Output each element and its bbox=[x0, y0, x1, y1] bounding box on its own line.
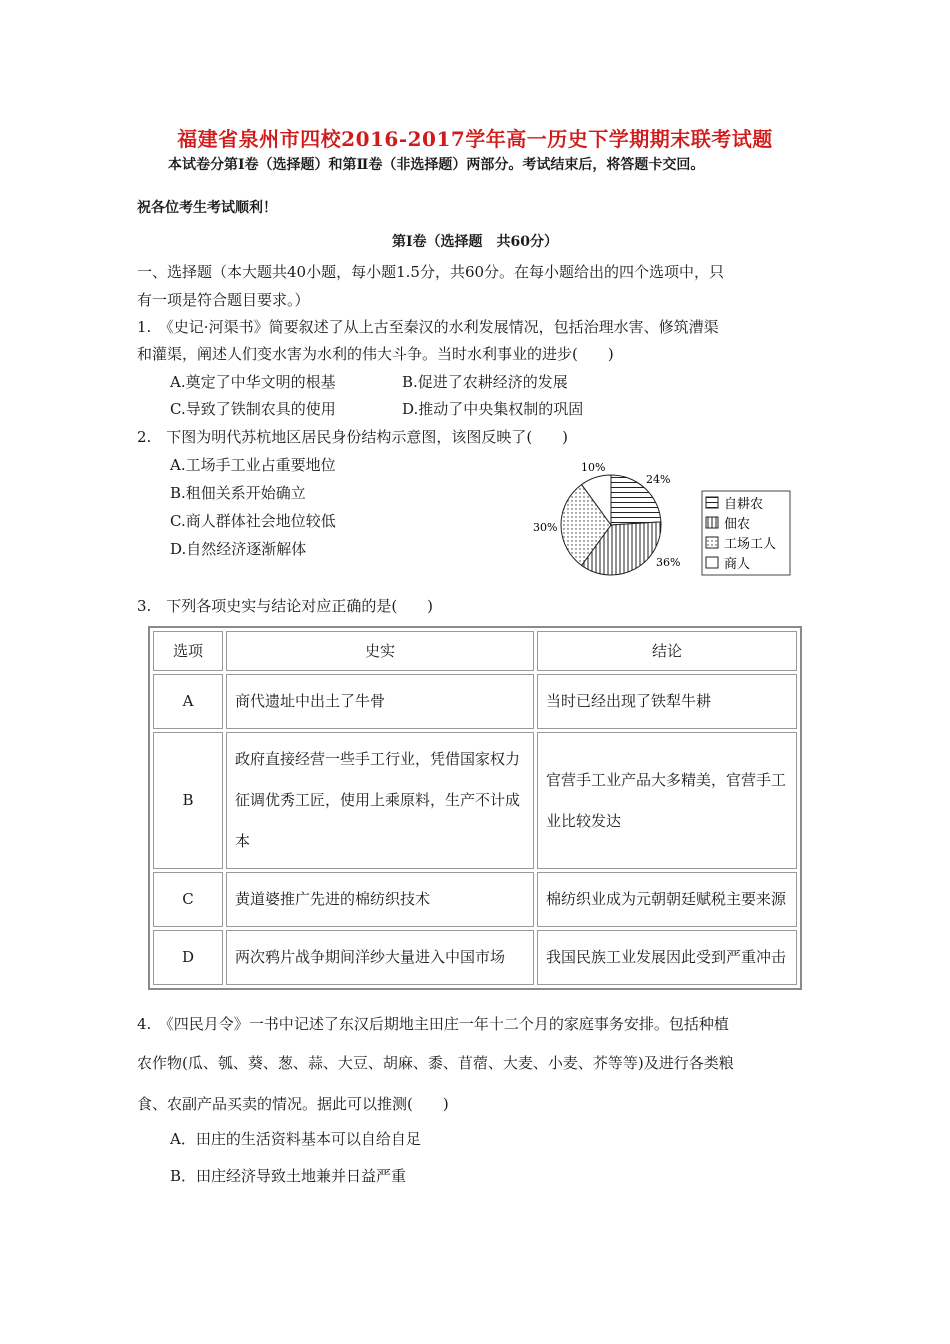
table-row bbox=[153, 732, 797, 869]
row-a-fact: 商代遗址中出土了牛骨 bbox=[226, 674, 534, 729]
q1-option-a: A.奠定了中华文明的根基 bbox=[170, 373, 336, 391]
q3-table bbox=[148, 626, 802, 990]
header-option: 选项 bbox=[153, 631, 223, 671]
row-b-option: B bbox=[153, 732, 223, 869]
q1-option-c: C.导致了铁制农具的使用 bbox=[170, 400, 336, 418]
q4-option-a: A．田庄的生活资料基本可以自给自足 bbox=[170, 1130, 421, 1148]
row-a-conclusion: 当时已经出现了铁犁牛耕 bbox=[537, 674, 797, 729]
header-conclusion: 结论 bbox=[537, 631, 797, 671]
header-fact: 史实 bbox=[226, 631, 534, 671]
row-c-conclusion: 棉纺织业成为元朝朝廷赋税主要来源 bbox=[537, 872, 797, 927]
row-d-option: D bbox=[153, 930, 223, 985]
table-row bbox=[153, 930, 797, 985]
legend-label: 自耕农 bbox=[724, 497, 764, 512]
q1-stem-line-2: 和灌渠，阐述人们变水害为水利的伟大斗争。当时水利事业的进步( ) bbox=[137, 345, 614, 363]
q2-option-c: C.商人群体社会地位较低 bbox=[170, 512, 336, 530]
row-b-fact: 政府直接经营一些手工行业，凭借国家权力征调优秀工匠，使用上乘原料，生产不计成本 bbox=[226, 732, 534, 869]
table-row bbox=[153, 674, 797, 729]
q2-stem: 2. 下图为明代苏杭地区居民身份结构示意图，该图反映了( ) bbox=[137, 428, 569, 446]
row-c-option: C bbox=[153, 872, 223, 927]
legend-label: 佃农 bbox=[724, 517, 751, 532]
q2-option-b: B.租佃关系开始确立 bbox=[170, 484, 306, 502]
row-d-conclusion: 我国民族工业发展因此受到严重冲击 bbox=[537, 930, 797, 985]
instructions-line-1: 一、选择题（本大题共40小题，每小题1.5分，共60分。在每小题给出的四个选项中，只 bbox=[137, 263, 725, 281]
legend-swatch bbox=[706, 557, 718, 568]
q2-option-d: D.自然经济逐渐解体 bbox=[170, 540, 307, 558]
legend-label: 商人 bbox=[724, 557, 751, 572]
q4-option-b: B．田庄经济导致土地兼并日益严重 bbox=[170, 1167, 407, 1185]
pie-slices bbox=[561, 475, 661, 575]
row-b-conclusion: 官营手工业产品大多精美，官营手工业比较发达 bbox=[537, 732, 797, 869]
legend-swatch bbox=[706, 517, 718, 528]
identity-pie-chart bbox=[526, 455, 796, 580]
slice-percent-label: 30% bbox=[533, 521, 558, 534]
slice-percent-label: 10% bbox=[581, 461, 606, 474]
good-luck-note: 祝各位考生考试顺利！ bbox=[137, 200, 277, 216]
q4-stem-line-1: 4. 《四民月令》一书中记述了东汉后期地主田庄一年十二个月的家庭事务安排。包括种植 bbox=[137, 1015, 729, 1033]
instructions-line-2: 有一项是符合题目要求。） bbox=[137, 291, 310, 309]
legend-label: 工场工人 bbox=[724, 537, 777, 552]
q2-option-a: A.工场手工业占重要地位 bbox=[170, 456, 336, 474]
row-a-option: A bbox=[153, 674, 223, 729]
slice-percent-label: 24% bbox=[646, 473, 671, 486]
legend-swatch bbox=[706, 497, 718, 508]
exam-title: 福建省泉州市四校2016-2017学年高一历史下学期期末联考试题 bbox=[177, 127, 773, 151]
q1-option-b: B.促进了农耕经济的发展 bbox=[402, 373, 568, 391]
q1-option-d: D.推动了中央集权制的巩固 bbox=[402, 400, 584, 418]
slice-percent-label: 36% bbox=[656, 556, 681, 569]
table-row bbox=[153, 872, 797, 927]
row-c-fact: 黄道婆推广先进的棉纺织技术 bbox=[226, 872, 534, 927]
section-title: 第Ⅰ卷（选择题 共60分） bbox=[391, 234, 559, 250]
q4-stem-line-2: 农作物(瓜、瓠、葵、葱、蒜、大豆、胡麻、黍、苜蓿、大麦、小麦、芥等等)及进行各类粮 bbox=[137, 1054, 734, 1072]
legend-swatch bbox=[706, 537, 718, 548]
exam-intro: 本试卷分第Ⅰ卷（选择题）和第Ⅱ卷（非选择题）两部分。考试结束后，将答题卡交回。 bbox=[168, 157, 705, 173]
q3-stem: 3. 下列各项史实与结论对应正确的是( ) bbox=[137, 597, 434, 615]
q4-stem-line-3: 食、农副产品买卖的情况。据此可以推测( ) bbox=[137, 1095, 449, 1113]
q1-stem-line-1: 1. 《史记·河渠书》简要叙述了从上古至秦汉的水利发展情况，包括治理水害、修筑漕渠 bbox=[137, 318, 719, 336]
pie-legend bbox=[702, 491, 790, 575]
row-d-fact: 两次鸦片战争期间洋纱大量进入中国市场 bbox=[226, 930, 534, 985]
table-header-row bbox=[153, 631, 797, 671]
